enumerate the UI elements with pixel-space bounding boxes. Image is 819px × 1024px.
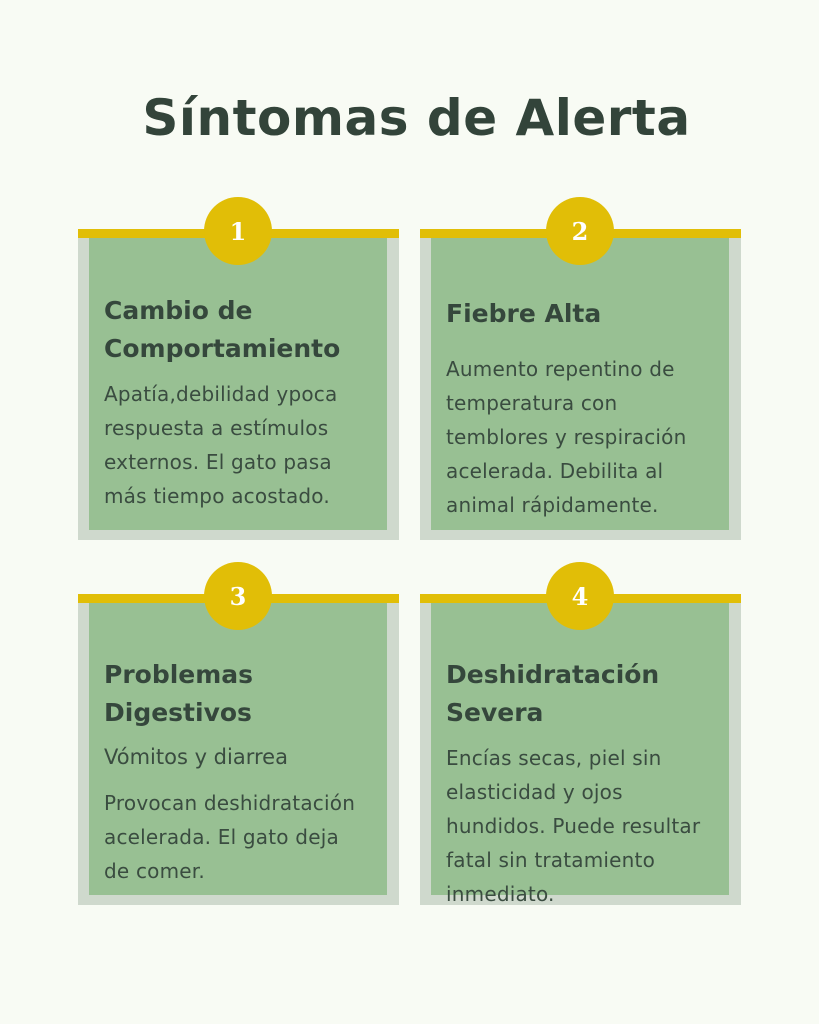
card-description: Provocan deshidratación acelerada. El gato deja de comer. [104,791,356,883]
symptom-card-digestive [78,581,399,905]
symptom-card-dehydration [420,581,741,906]
card-subtitle: Vómitos y diarrea [104,745,288,769]
card-description: Aumento repentino de temperatura con temblores y respiración acelerada. Debilita al animal rápidamente. [446,357,687,517]
card-title [104,292,374,368]
card-title-line-1: Cambio de [104,296,253,325]
number-badge: 3 [204,562,272,630]
page-title: Síntomas de Alerta [142,89,691,147]
number-badge: 1 [204,197,272,265]
card-title-line-1: Fiebre Alta [446,299,602,328]
card-title-line-1: Deshidratación [446,660,660,689]
card-title [446,656,716,732]
symptom-card-fever [420,216,741,540]
number-badge: 2 [546,197,614,265]
card-title-line-2: Comportamiento [104,334,341,363]
card-title-line-1: Problemas [104,660,254,689]
card-title-line-2: Digestivos [104,698,252,727]
card-title-line-2: Severa [446,698,544,727]
symptom-card-behavior [78,216,399,540]
card-title [104,656,374,732]
card-description: Apatía,debilidad ypoca respuesta a estímulos externos. El gato pasa más tiempo acostado. [104,382,338,508]
number-badge: 4 [546,562,614,630]
card-title [446,295,716,333]
card-description: Encías secas, piel sin elasticidad y ojos hundidos. Puede resultar fatal sin tratamiento inmediato. [446,746,701,906]
